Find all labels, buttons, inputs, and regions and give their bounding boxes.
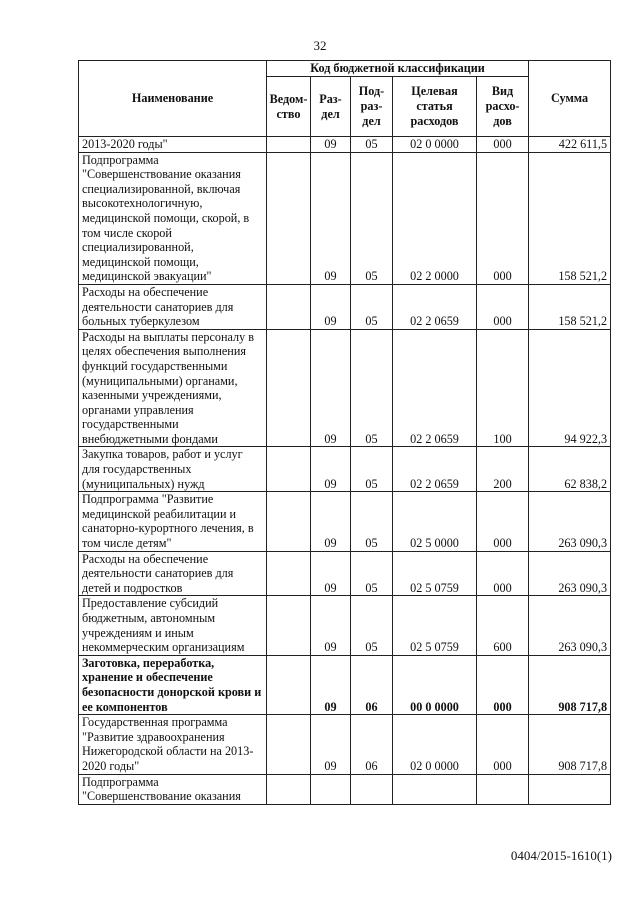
cell-target: [393, 774, 477, 804]
cell-ministry: [267, 137, 311, 153]
cell-section: 09: [311, 655, 351, 714]
cell-expense-type: 000: [477, 152, 529, 284]
table-row: [79, 284, 611, 329]
cell-target: 02 0 0000: [393, 715, 477, 774]
cell-ministry: [267, 596, 311, 655]
cell-target: 02 2 0659: [393, 329, 477, 447]
cell-amount: 158 521,2: [529, 152, 611, 284]
document-code: 0404/2015-1610(1): [510, 848, 612, 863]
cell-name: Подпрограмма "Совершенствование оказания: [79, 774, 267, 804]
cell-subsection: 06: [351, 655, 393, 714]
cell-ministry: [267, 329, 311, 447]
cell-ministry: [267, 152, 311, 284]
table-row: [79, 152, 611, 284]
cell-ministry: [267, 715, 311, 774]
cell-expense-type: 100: [477, 329, 529, 447]
cell-subsection: 05: [351, 492, 393, 551]
cell-ministry: [267, 492, 311, 551]
cell-section: [311, 774, 351, 804]
cell-name: Заготовка, переработка, хранение и обеспечение безопасности донорской крови и ее компонентов: [79, 655, 267, 714]
cell-ministry: [267, 774, 311, 804]
header-target: Целевая статья расходов: [393, 77, 477, 137]
cell-section: 09: [311, 447, 351, 492]
cell-amount: 263 090,3: [529, 492, 611, 551]
cell-section: 09: [311, 551, 351, 596]
cell-ministry: [267, 284, 311, 329]
cell-section: 09: [311, 715, 351, 774]
cell-amount: 158 521,2: [529, 284, 611, 329]
cell-ministry: [267, 551, 311, 596]
cell-amount: 94 922,3: [529, 329, 611, 447]
header-name: Наименование: [79, 61, 267, 137]
cell-ministry: [267, 655, 311, 714]
table-row: [79, 774, 611, 804]
cell-section: 09: [311, 596, 351, 655]
cell-expense-type: 200: [477, 447, 529, 492]
cell-expense-type: 000: [477, 137, 529, 153]
table-body: [79, 137, 611, 805]
header-code-group: Код бюджетной классификации: [267, 61, 529, 77]
table-row: [79, 447, 611, 492]
cell-amount: 263 090,3: [529, 596, 611, 655]
cell-target: 02 2 0659: [393, 284, 477, 329]
cell-target: 02 5 0759: [393, 551, 477, 596]
header-amount: Сумма: [529, 61, 611, 137]
cell-ministry: [267, 447, 311, 492]
cell-name: Подпрограмма "Совершенствование оказания специализированной, включая высокотехнологичную, медицинской помощи, скорой, в том числе скорой специализированной, медицинской помощи, медицинской эвакуации": [79, 152, 267, 284]
cell-subsection: 06: [351, 715, 393, 774]
table-row: [79, 551, 611, 596]
page-number: 32: [313, 38, 327, 53]
cell-amount: 263 090,3: [529, 551, 611, 596]
cell-target: 02 2 0659: [393, 447, 477, 492]
cell-expense-type: 000: [477, 655, 529, 714]
cell-subsection: 05: [351, 137, 393, 153]
cell-subsection: 05: [351, 329, 393, 447]
header-ministry: Ведом-ство: [267, 77, 311, 137]
cell-subsection: 05: [351, 596, 393, 655]
cell-expense-type: 000: [477, 492, 529, 551]
cell-name: Предоставление субсидий бюджетным, автономным учреждениям и иным некоммерческим организациям: [79, 596, 267, 655]
cell-subsection: 05: [351, 152, 393, 284]
table-row: [79, 137, 611, 153]
cell-target: 02 0 0000: [393, 137, 477, 153]
cell-target: 02 5 0759: [393, 596, 477, 655]
table-header: [79, 61, 611, 137]
header-subsection: Под-раз-дел: [351, 77, 393, 137]
header-section: Раз-дел: [311, 77, 351, 137]
cell-target: 00 0 0000: [393, 655, 477, 714]
table-row: [79, 329, 611, 447]
cell-expense-type: 000: [477, 284, 529, 329]
cell-expense-type: 000: [477, 715, 529, 774]
cell-name: Расходы на обеспечение деятельности санаториев для больных туберкулезом: [79, 284, 267, 329]
table-row: [79, 655, 611, 714]
header-expense-type: Вид расхо-дов: [477, 77, 529, 137]
cell-section: 09: [311, 284, 351, 329]
cell-subsection: [351, 774, 393, 804]
cell-expense-type: 600: [477, 596, 529, 655]
cell-target: 02 5 0000: [393, 492, 477, 551]
cell-section: 09: [311, 137, 351, 153]
table-row: [79, 492, 611, 551]
cell-amount: 908 717,8: [529, 715, 611, 774]
cell-amount: 62 838,2: [529, 447, 611, 492]
cell-name: Расходы на обеспечение деятельности санаториев для детей и подростков: [79, 551, 267, 596]
cell-section: 09: [311, 152, 351, 284]
cell-name: 2013-2020 годы": [79, 137, 267, 153]
cell-subsection: 05: [351, 551, 393, 596]
cell-amount: [529, 774, 611, 804]
cell-name: Государственная программа "Развитие здравоохранения Нижегородской области на 2013-2020 годы": [79, 715, 267, 774]
cell-expense-type: 000: [477, 551, 529, 596]
budget-table: [78, 60, 611, 805]
cell-section: 09: [311, 329, 351, 447]
cell-target: 02 2 0000: [393, 152, 477, 284]
cell-amount: 908 717,8: [529, 655, 611, 714]
cell-amount: 422 611,5: [529, 137, 611, 153]
cell-subsection: 05: [351, 447, 393, 492]
table-row: [79, 596, 611, 655]
cell-expense-type: [477, 774, 529, 804]
cell-name: Закупка товаров, работ и услуг для государственных (муниципальных) нужд: [79, 447, 267, 492]
cell-subsection: 05: [351, 284, 393, 329]
cell-section: 09: [311, 492, 351, 551]
cell-name: Расходы на выплаты персоналу в целях обеспечения выполнения функций государственными (муниципальными) органами, казенными учреждениями, органами управления государственными внебюджетными фондами: [79, 329, 267, 447]
table-row: [79, 715, 611, 774]
cell-name: Подпрограмма "Развитие медицинской реабилитации и санаторно-курортного лечения, в том числе детям": [79, 492, 267, 551]
